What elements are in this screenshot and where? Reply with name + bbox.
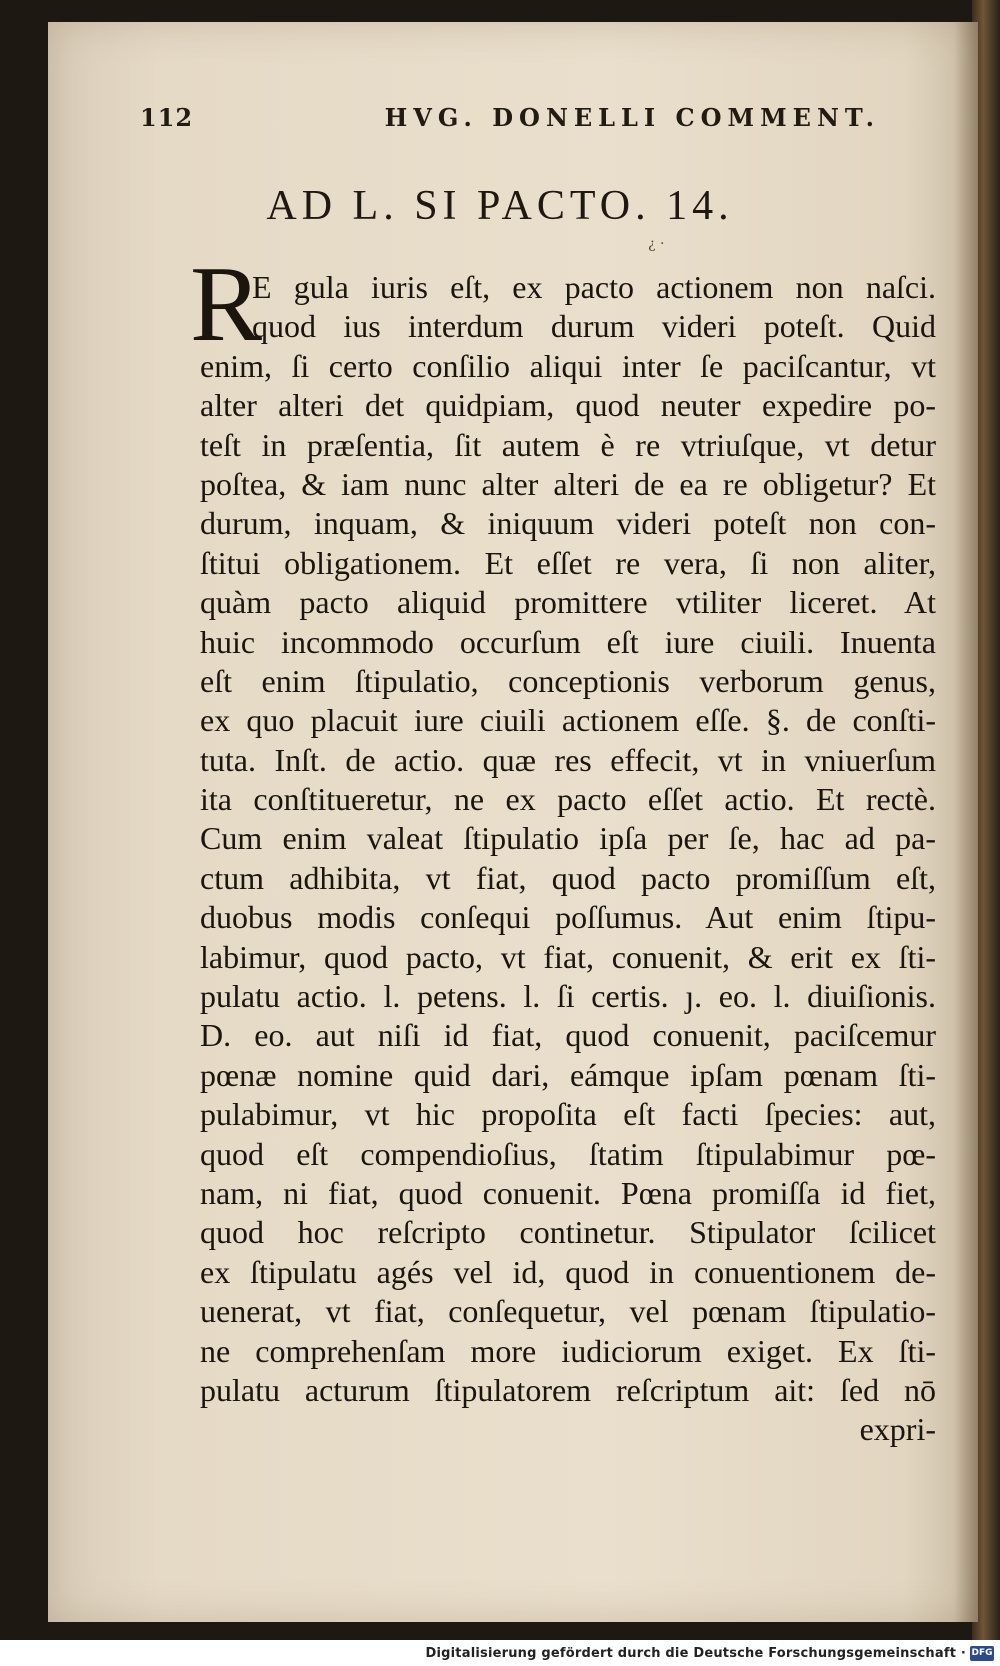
footer-bar — [0, 1640, 1000, 1666]
text-line: D. eo. aut niſi id fiat, quod conuenit, paciſcemur — [200, 1017, 936, 1054]
text-line: E gula iuris eſt, ex pacto actionem non naſci. — [252, 269, 936, 305]
text-line: ne comprehenſam more iudiciorum exiget. Ex ſti- — [200, 1332, 936, 1369]
text-line: ſtitui obligationem. Et eſſet re vera, ſi non aliter, — [200, 544, 936, 581]
text-line: quod hoc reſcripto continetur. Stipulator ſcilicet — [200, 1214, 936, 1251]
running-head-title: HVG. DONELLI COMMENT. — [384, 103, 880, 132]
text-line: ita conſtitueretur, ne ex pacto eſſet actio. Et rectè. — [200, 781, 936, 818]
ink-mark: ¿ · — [648, 236, 665, 252]
page-number: 112 — [140, 103, 194, 132]
page-edge-shadow — [954, 22, 978, 1622]
catchword: expri- — [859, 1411, 936, 1448]
text-line: quàm pacto aliquid promittere vtiliter liceret. At — [200, 584, 936, 621]
running-head — [140, 103, 880, 132]
text-line: nam, ni fiat, quod conuenit. Pœna promiſſa id fiet, — [200, 1174, 936, 1211]
drop-cap: R — [190, 245, 263, 364]
text-line: quod ius interdum durum videri poteſt. Quid — [252, 308, 936, 345]
text-line: durum, inquam, & iniquum videri poteſt non con- — [200, 505, 936, 542]
text-line: Cum enim valeat ſtipulatio ipſa per ſe, hac ad pa- — [200, 820, 936, 857]
body-text — [200, 268, 936, 1450]
text-line: pulatu acturum ſtipulatorem reſcriptum ait: ſed nō — [200, 1371, 936, 1408]
text-line: poſtea, & iam nunc alter alteri de ea re obligetur? Et — [200, 465, 936, 502]
text-line: quod eſt compendioſius, ſtatim ſtipulabimur pœ- — [200, 1135, 936, 1172]
text-line: pulatu actio. l. petens. l. ſi certis. ȷ. eo. l. diuiſionis. — [200, 978, 936, 1015]
text-line: ex quo placuit iure ciuili actionem eſſe. §. de conſti- — [200, 702, 936, 739]
text-line: eſt enim ſtipulatio, conceptionis verborum genus, — [200, 662, 936, 699]
text-line: tuta. Inſt. de actio. quæ res effecit, vt in vniuerſum — [200, 741, 936, 778]
text-line: duobus modis conſequi poſſumus. Aut enim ſtipu- — [200, 899, 936, 936]
text-line: ctum adhibita, vt fiat, quod pacto promiſſum eſt, — [200, 859, 936, 896]
text-line: pœnæ nomine quid dari, eámque ipſam pœnam ſti- — [200, 1056, 936, 1093]
text-line: teſt in præſentia, ſit autem è re vtriuſque, vt detur — [200, 426, 936, 463]
text-line: labimur, quod pacto, vt fiat, conuenit, & erit ex ſti- — [200, 938, 936, 975]
text-line: ex ſtipulatu agés vel id, quod in conuentionem de- — [200, 1253, 936, 1290]
text-line: uenerat, vt fiat, conſequetur, vel pœnam ſtipulatio- — [200, 1293, 936, 1330]
text-line: alter alteri det quidpiam, quod neuter expedire po- — [200, 387, 936, 424]
section-title: AD L. SI PACTO. 14. — [266, 183, 734, 229]
dfg-logo-icon: DFG — [970, 1646, 994, 1661]
text-line: enim, ſi certo conſilio aliqui inter ſe paciſcantur, vt — [200, 347, 936, 384]
digitization-credit: Digitalisierung gefördert durch die Deutsche Forschungsgemeinschaft · — [425, 1646, 966, 1661]
text-line: pulabimur, vt hic propoſita eſt facti ſpecies: aut, — [200, 1096, 936, 1133]
text-line: huic incommodo occurſum eſt iure ciuili. Inuenta — [200, 623, 936, 660]
